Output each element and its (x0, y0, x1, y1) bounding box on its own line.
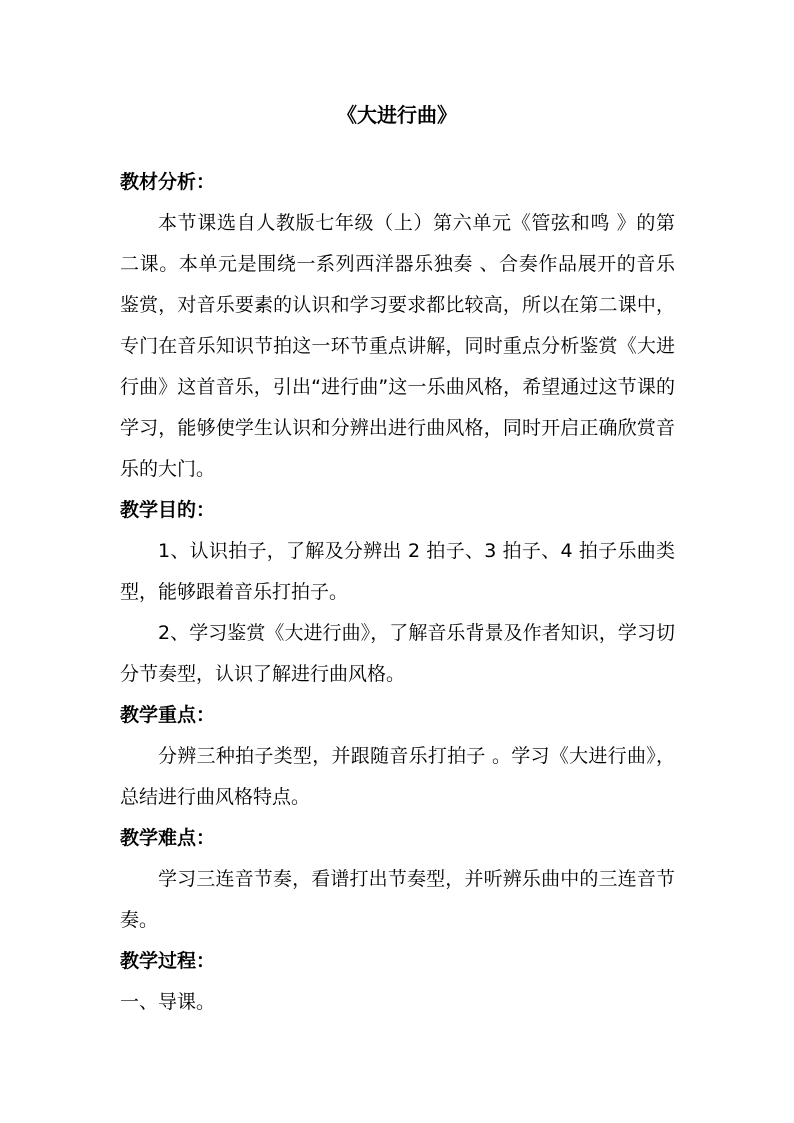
page-title: 《大进行曲》 (337, 103, 457, 127)
analysis-paragraph: 本节课选自人教版七年级（上）第六单元《管弦和鸣 》的第二课。本单元是围绕一系列西洋器乐独奏 、合奏作品展开的音乐鉴赏，对音乐要素的认识和学习要求都比较高，所以在第二课中，专门在音乐知识节拍这一环节重点讲解，同时重点分析鉴赏《大进行曲》这首音乐，引出“进行曲”这一乐曲风格，希望通过这节课的学习，能够使学生认识和分辨出进行曲风格，同时开启正确欣赏音乐的大门。 (120, 212, 675, 480)
objective-item-1: 1、认识拍子，了解及分辨出 2 拍子、3 拍子、4 拍子乐曲类型，能够跟着音乐打拍子。 (120, 540, 675, 603)
difficulties-paragraph: 学习三连音节奏，看谱打出节奏型，并听辨乐曲中的三连音节奏。 (120, 868, 675, 931)
document-body (120, 162, 675, 1023)
section-heading-analysis: 教材分析： (120, 171, 216, 193)
section-heading-key-points: 教学重点： (120, 704, 216, 726)
key-points-paragraph: 分辨三种拍子类型，并跟随音乐打拍子 。学习《大进行曲》，总结进行曲风格特点。 (120, 745, 675, 808)
section-heading-process: 教学过程： (120, 950, 216, 972)
section-heading-objectives: 教学目的： (120, 499, 216, 521)
section-heading-difficulties: 教学难点： (120, 827, 216, 849)
process-step-1: 一、导课。 (120, 991, 216, 1013)
objective-item-2: 2、学习鉴赏《大进行曲》，了解音乐背景及作者知识，学习切分节奏型，认识了解进行曲风格。 (120, 622, 675, 685)
